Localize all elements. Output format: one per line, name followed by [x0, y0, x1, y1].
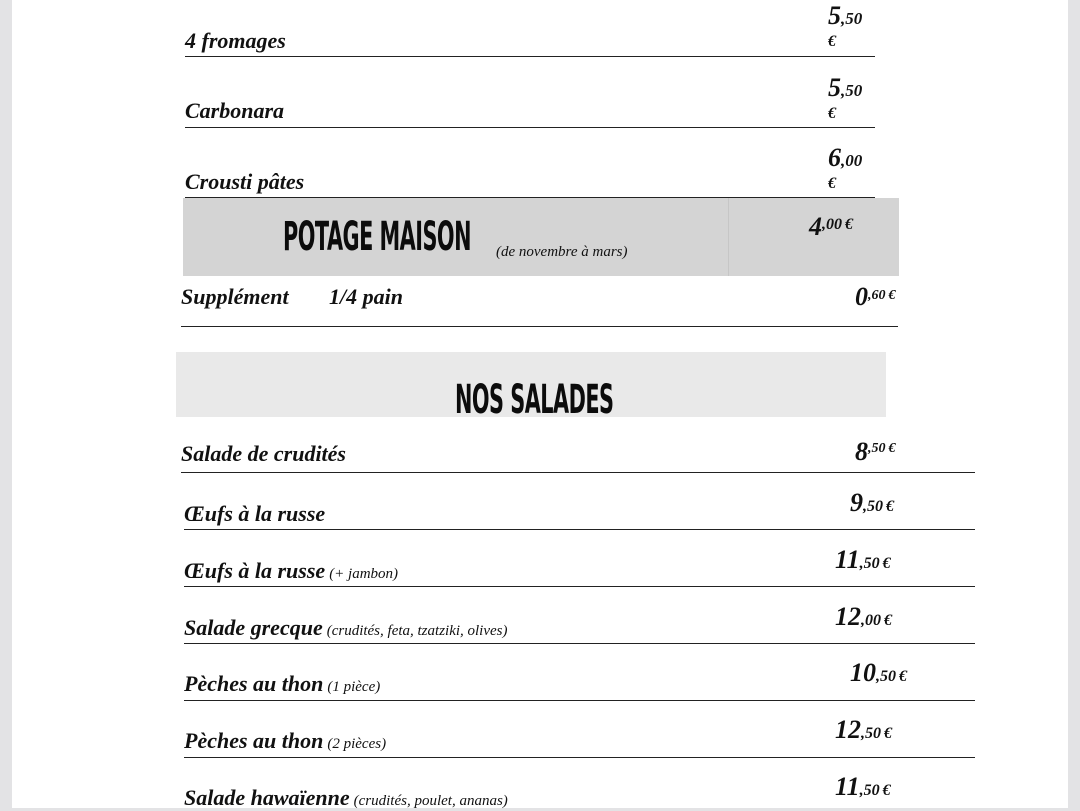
item-name: [184, 671, 380, 697]
item-name: [184, 615, 508, 641]
item-name: [184, 558, 398, 584]
divider: [184, 757, 975, 758]
supplement-label: Supplément: [181, 284, 289, 309]
price-int: 6: [828, 143, 841, 172]
item-price: [828, 1, 863, 52]
item-label: Salade hawaïenne: [184, 785, 350, 810]
price-int: 0: [855, 282, 868, 311]
price-currency: €: [888, 441, 896, 456]
price-currency: €: [884, 612, 892, 629]
price-dec: ,00: [861, 612, 881, 629]
price-dec: ,50: [863, 498, 883, 515]
price-dec: ,50: [841, 81, 863, 100]
item-label: Pèches au thon: [184, 671, 324, 696]
divider: [184, 643, 975, 644]
price-dec: ,00: [822, 216, 842, 233]
item-label: Salade grecque: [184, 615, 323, 640]
item-price: [835, 545, 891, 575]
divider: [185, 127, 875, 128]
price-int: 4: [809, 212, 822, 241]
item-note: (+ jambon): [329, 566, 399, 582]
item-note: (crudités, poulet, ananas): [353, 793, 508, 809]
divider: [184, 529, 975, 530]
item-label: Œufs à la russe: [184, 558, 326, 583]
price-currency: €: [828, 105, 836, 122]
price-dec: ,50: [841, 9, 863, 28]
potage-price: [809, 212, 853, 242]
price-currency: €: [886, 498, 894, 515]
item-note: (crudités, feta, tzatziki, olives): [326, 623, 508, 639]
divider: [181, 472, 975, 473]
price-dec: ,50: [859, 782, 880, 799]
item-note: (2 pièces): [327, 736, 387, 752]
price-currency: €: [882, 555, 891, 572]
price-currency: €: [828, 33, 836, 50]
price-currency: €: [899, 668, 907, 685]
item-label: Pèches au thon: [184, 728, 324, 753]
supplement-qty: 1/4 pain: [329, 284, 403, 309]
price-currency: €: [882, 782, 891, 799]
price-int: 5: [828, 73, 841, 102]
item-price: [828, 143, 863, 194]
menu-page: [12, 0, 1068, 808]
price-int: 11: [835, 772, 860, 801]
price-dec: ,50: [876, 668, 896, 685]
price-int: 5: [828, 1, 841, 30]
price-dec: ,00: [841, 151, 863, 170]
price-int: 12: [835, 602, 861, 631]
price-dec: ,50: [868, 441, 886, 456]
divider: [184, 586, 975, 587]
item-name: [184, 785, 508, 811]
price-int: 12: [835, 715, 861, 744]
item-label: Œufs à la russe: [184, 501, 326, 526]
price-currency: €: [845, 216, 853, 233]
item-name: 4 fromages: [185, 28, 286, 53]
divider: [184, 700, 975, 701]
price-dec: ,60: [868, 288, 886, 303]
salades-title: NOS SALADES: [455, 377, 614, 423]
potage-title: POTAGE MAISON: [283, 214, 471, 260]
item-name: [184, 501, 325, 527]
price-currency: €: [888, 288, 896, 303]
price-int: 8: [855, 437, 868, 466]
item-price: [835, 715, 892, 745]
item-note: (1 pièce): [327, 679, 381, 695]
price-int: 9: [850, 488, 863, 517]
potage-note: (de novembre à mars): [496, 244, 628, 260]
item-name: [181, 441, 346, 467]
price-currency: €: [884, 725, 892, 742]
item-price: [855, 437, 896, 467]
divider: [181, 326, 898, 327]
item-name: Crousti pâtes: [185, 169, 305, 194]
item-label: Salade de crudités: [181, 441, 346, 466]
supplement-price: [855, 282, 896, 312]
divider: [185, 56, 875, 57]
price-int: 10: [850, 658, 876, 687]
price-currency: €: [828, 175, 836, 192]
item-name: Carbonara: [185, 98, 285, 123]
item-price: [835, 772, 891, 802]
item-price: [850, 488, 894, 518]
potage-band-divider: [728, 198, 729, 276]
item-price: [828, 73, 863, 124]
price-int: 11: [835, 545, 860, 574]
item-name: [184, 728, 386, 754]
price-dec: ,50: [861, 725, 881, 742]
price-dec: ,50: [859, 555, 880, 572]
item-price: [850, 658, 907, 688]
item-price: [835, 602, 892, 632]
